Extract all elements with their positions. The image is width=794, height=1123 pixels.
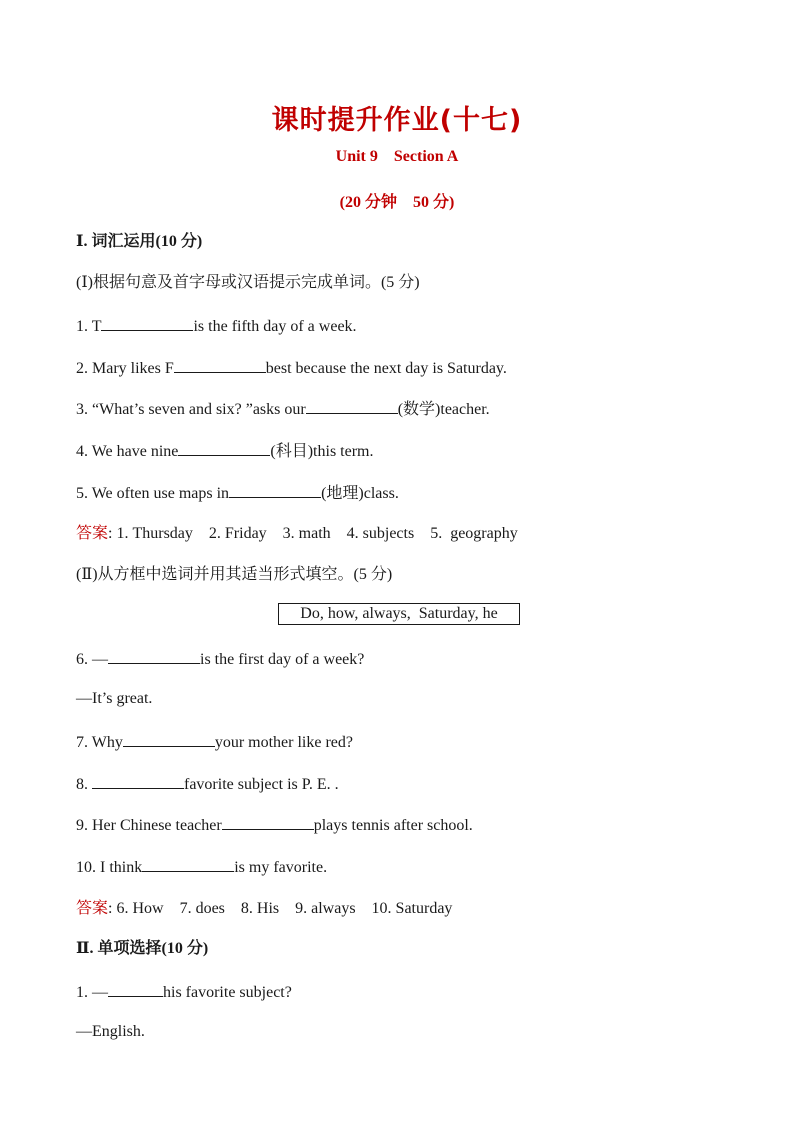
part2-heading: Ⅱ. 单项选择(10 分) bbox=[76, 940, 209, 957]
answer-blank[interactable] bbox=[174, 357, 266, 373]
page-title: 课时提升作业(十七) bbox=[271, 105, 523, 136]
answer-blank[interactable] bbox=[306, 398, 398, 414]
answer-blank[interactable] bbox=[222, 814, 314, 830]
unit-section-subtitle: Unit 9 Section A bbox=[335, 148, 459, 165]
answer-text: : 1. Thursday 2. Friday 3. math 4. subjects 5. geography bbox=[108, 525, 518, 542]
answer-label: 答案 bbox=[76, 523, 109, 542]
word-box: Do, how, always, Saturday, he bbox=[278, 603, 520, 625]
answer-blank[interactable] bbox=[142, 856, 234, 872]
time-score-info: (20 分钟 50 分) bbox=[339, 194, 455, 211]
question-7: 7. Why your mother like red? bbox=[76, 731, 353, 753]
question-1: 1. T is the fifth day of a week. bbox=[76, 315, 357, 337]
answer-line-2 bbox=[76, 898, 452, 919]
question-6-reply: —It’s great. bbox=[76, 690, 153, 707]
answer-blank[interactable] bbox=[92, 773, 184, 789]
mc-question-1: 1. — his favorite subject? bbox=[76, 981, 292, 1003]
answer-blank[interactable] bbox=[229, 482, 321, 498]
mc-question-1-reply: —English. bbox=[76, 1023, 145, 1040]
answer-line-1 bbox=[76, 523, 518, 544]
sub1-instruction: (Ⅰ)根据句意及首字母或汉语提示完成单词。(5 分) bbox=[76, 274, 420, 291]
part1-heading: Ⅰ. 词汇运用(10 分) bbox=[76, 233, 203, 250]
question-8: 8. favorite subject is P. E. . bbox=[76, 773, 339, 795]
question-9: 9. Her Chinese teacher plays tennis after school. bbox=[76, 814, 473, 836]
answer-blank[interactable] bbox=[108, 981, 163, 997]
question-4: 4. We have nine (科目)this term. bbox=[76, 440, 374, 462]
answer-blank[interactable] bbox=[123, 731, 215, 747]
question-3: 3. “What’s seven and six? ”asks our (数学)teacher. bbox=[76, 398, 490, 420]
question-5: 5. We often use maps in (地理)class. bbox=[76, 482, 399, 504]
question-10: 10. I think is my favorite. bbox=[76, 856, 327, 878]
sub2-instruction: (Ⅱ)从方框中选词并用其适当形式填空。(5 分) bbox=[76, 566, 393, 583]
answer-blank[interactable] bbox=[108, 648, 200, 664]
answer-label: 答案 bbox=[76, 898, 109, 917]
question-2: 2. Mary likes F best because the next day is Saturday. bbox=[76, 357, 507, 379]
answer-blank[interactable] bbox=[101, 315, 193, 331]
question-6: 6. — is the first day of a week? bbox=[76, 648, 364, 670]
answer-text: : 6. How 7. does 8. His 9. always 10. Saturday bbox=[108, 900, 453, 917]
answer-blank[interactable] bbox=[178, 440, 270, 456]
